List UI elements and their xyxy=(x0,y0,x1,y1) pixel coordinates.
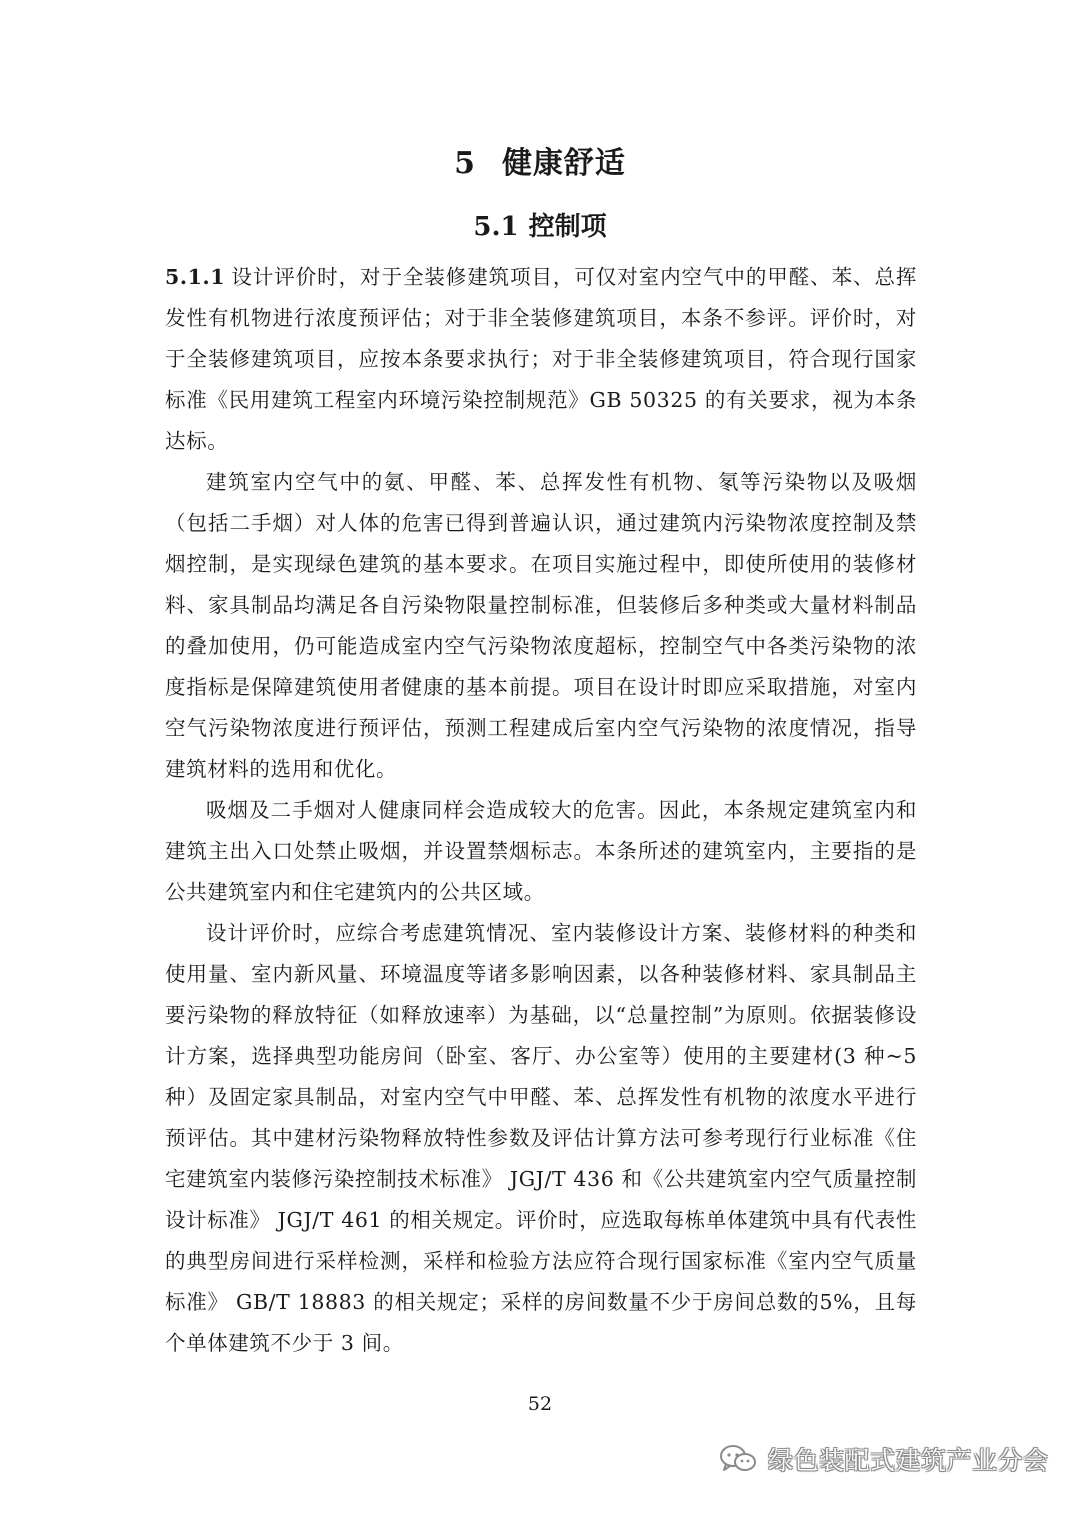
wechat-official-account-icon xyxy=(718,1443,758,1475)
explanation-paragraph-evaluation: 设计评价时，应综合考虑建筑情况、室内装修设计方案、装修材料的种类和使用量、室内新风量、环境温度等诸多影响因素，以各种装修材料、家具制品主要污染物的释放特征（如释放速率）为基础，以“总量控制”为原则。依据装修设计方案，选择典型功能房间（卧室、客厅、办公室等）使用的主要建材(3 种~5 种）及固定家具制品，对室内空气中甲醛、苯、总挥发性有机物的浓度水平进行预评估。其中建材污染物释放特性参数及评估计算方法可参考现行行业标准《住宅建筑室内装修污染控制技术标准》 JGJ/T 436 和《公共建筑室内空气质量控制设计标准》 JGJ/T 461 的相关规定。评价时，应选取每栋单体建筑中具有代表性的典型房间进行采样检测，采样和检验方法应符合现行国家标准《室内空气质量标准》 GB/T 18883 的相关规定；采样的房间数量不少于房间总数的5%，且每个单体建筑不少于 3 间。 xyxy=(165,921,917,1355)
section-title-text: 控制项 xyxy=(528,212,607,242)
explanation-paragraph-pollutants: 建筑室内空气中的氨、甲醛、苯、总挥发性有机物、氡等污染物以及吸烟（包括二手烟）对人体的危害已得到普遍认识，通过建筑内污染物浓度控制及禁烟控制，是实现绿色建筑的基本要求。在项目实施过程中，即使所使用的装修材料、家具制品均满足各自污染物限量控制标准，但装修后多种类或大量材料制品的叠加使用，仍可能造成室内空气污染物浓度超标，控制空气中各类污染物的浓度指标是保障建筑使用者健康的基本前提。项目在设计时即应采取措施，对室内空气污染物浓度进行预评估，预测工程建成后室内空气污染物的浓度情况，指导建筑材料的选用和优化。 xyxy=(165,470,917,781)
explanation-paragraph-smoking: 吸烟及二手烟对人健康同样会造成较大的危害。因此，本条规定建筑室内和建筑主出入口处禁止吸烟，并设置禁烟标志。本条所述的建筑室内，主要指的是公共建筑室内和住宅建筑内的公共区域。 xyxy=(165,798,917,904)
section-number: 5.1 xyxy=(473,212,519,242)
watermark-text: 绿色装配式建筑产业分会 xyxy=(768,1446,1049,1475)
chapter-title xyxy=(0,138,1080,182)
chapter-title-text: 健康舒适 xyxy=(501,146,626,181)
chapter-number: 5 xyxy=(454,146,476,181)
clause-paragraph xyxy=(165,257,917,462)
watermark xyxy=(718,1436,1058,1482)
clause-text: 设计评价时，对于全装修建筑项目，可仅对室内空气中的甲醛、苯、总挥发性有机物进行浓度预评估；对于非全装修建筑项目，本条不参评。评价时，对于全装修建筑项目，应按本条要求执行；对于非全装修建筑项目，符合现行国家标准《民用建筑工程室内环境污染控制规范》GB 50325 的有关要求，视为本条达标。 xyxy=(165,265,917,453)
page-number: 52 xyxy=(527,1393,553,1415)
section-title xyxy=(0,206,1080,243)
document-body xyxy=(165,257,917,1364)
clause-number: 5.1.1 xyxy=(165,265,226,289)
